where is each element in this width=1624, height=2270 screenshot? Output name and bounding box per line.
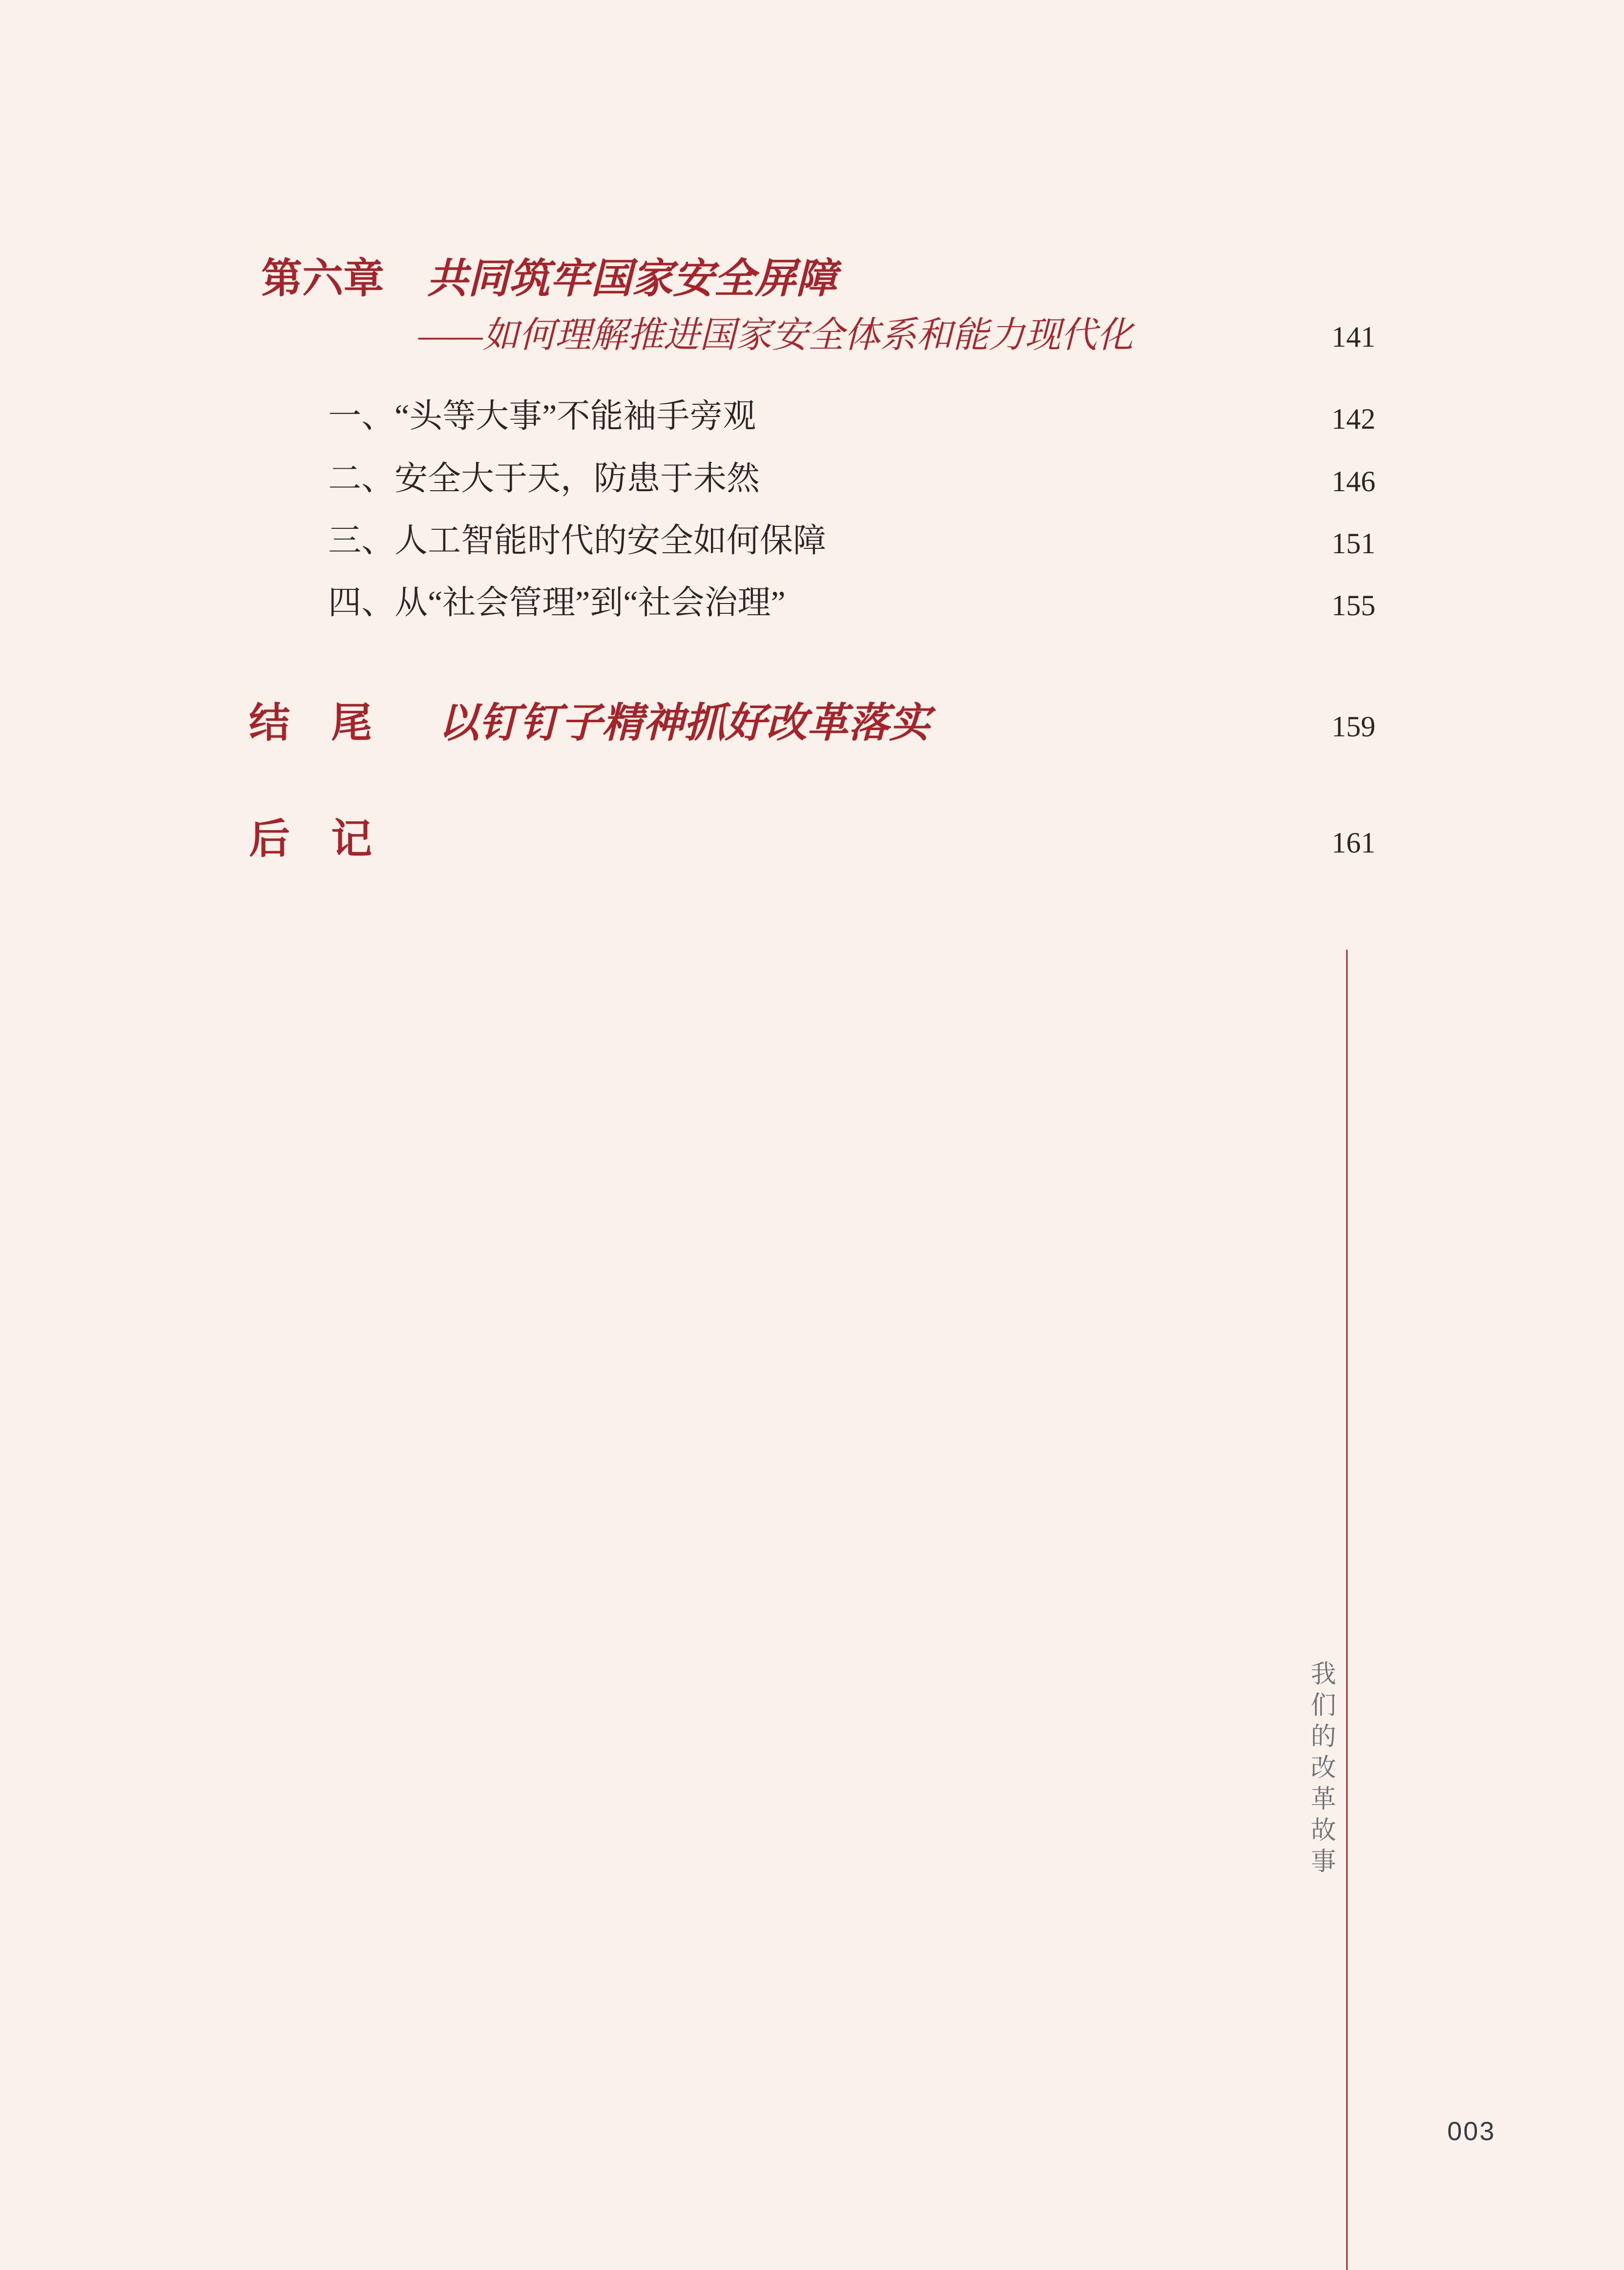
toc-page-number: 155: [1332, 589, 1375, 622]
toc-page-number: 142: [1332, 403, 1375, 435]
chapter-title: 共同筑牢国家安全屏障: [427, 256, 837, 302]
toc-page-number: 146: [1332, 465, 1375, 498]
chapter-subtitle: ——如何理解推进国家安全体系和能力现代化: [418, 315, 1133, 355]
section-page-number: 161: [1332, 827, 1375, 859]
section-label: 结 尾: [249, 701, 373, 746]
chapter-page-number: 141: [1332, 321, 1375, 353]
toc-item-label: 四、从“社会管理”到“社会治理”: [328, 584, 786, 621]
folio-page-number: 003: [1447, 2117, 1496, 2146]
section-label: 后 记: [249, 817, 373, 862]
chapter-number: 第六章: [261, 256, 385, 302]
vertical-rule: [1346, 950, 1348, 2270]
sidebar-vertical-book-title: 我们的改革故事: [1307, 1660, 1335, 1879]
toc-page-number: 151: [1332, 527, 1375, 560]
toc-item-label: 一、“头等大事”不能袖手旁观: [328, 397, 756, 435]
section-title: 以钉钉子精神抓好改革落实: [438, 701, 931, 746]
toc-item-label: 三、人工智能时代的安全如何保障: [328, 522, 827, 559]
section-page-number: 159: [1332, 710, 1375, 743]
toc-item-label: 二、安全大于天，防患于未然: [328, 460, 760, 497]
